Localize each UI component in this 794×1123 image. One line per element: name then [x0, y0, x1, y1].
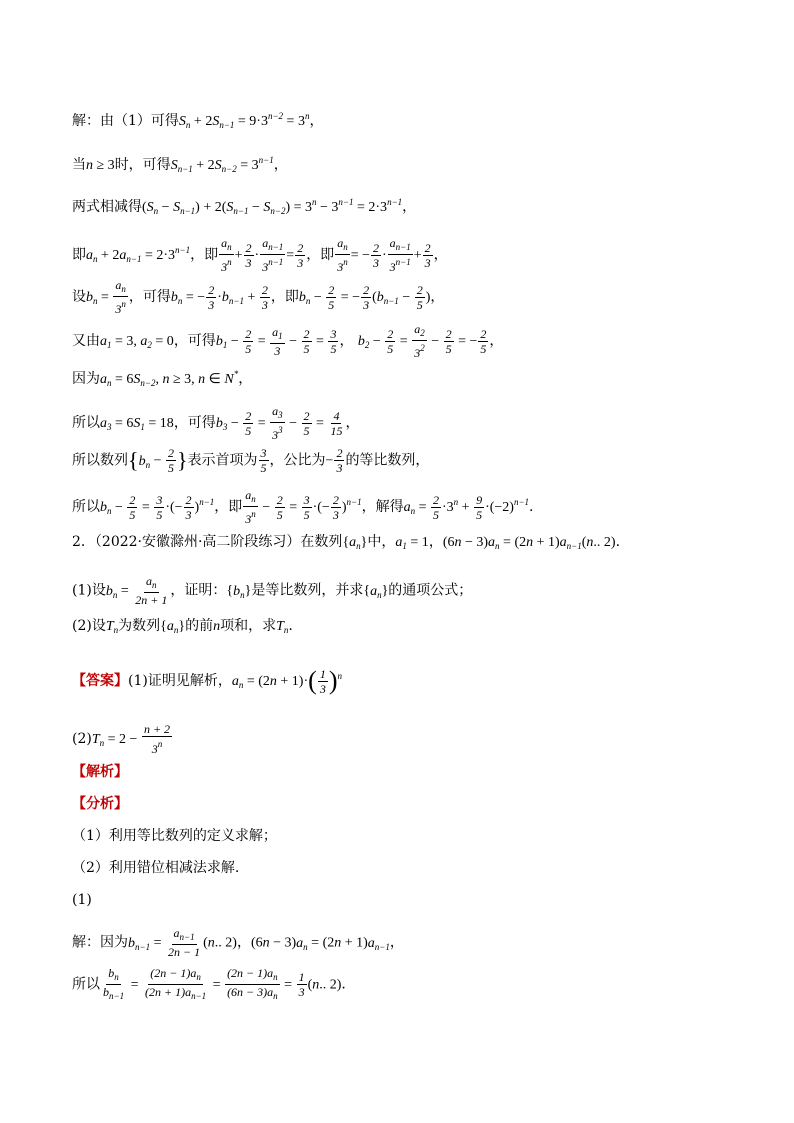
text: (1)设 — [72, 582, 106, 599]
text: ，可得 — [173, 415, 216, 431]
text: 即 — [72, 247, 86, 263]
text: ，即 — [270, 289, 299, 305]
solution-line-7: 因为$a_n = 6S_{n-2}$, n ≥ 3, n ∈ N*， — [72, 369, 253, 388]
solution-2-line-1: 解：因为$b_{n-1}$ = $\frac{a_{n-1}}{2n - 1}$ (n.. 2)，$(6n - 3)a_n = (2n + 1)a_{n-1}$， — [72, 926, 404, 959]
text: (2) — [72, 731, 92, 747]
answer-line-1: 【答案】(1)证明见解析，$a_n = (2n + 1)\cdot$( $\frac{1}{3}$ )$^n$ — [72, 666, 342, 696]
analysis-2 — [72, 858, 239, 878]
text: 两式相减得 — [72, 199, 142, 215]
solution-line-3: 两式相减得$(S_n - S_{n-1}) + 2(S_{n-1} - S_{n-2}) = 3^n - 3^{n-1} = 2\cdot 3^{n-1}$， — [72, 197, 417, 216]
text: 是等比数列，并求 — [251, 582, 364, 599]
text: ，即 — [306, 247, 335, 263]
solution-2-line-2: 所以 $\frac{b_n}{b_{n-1}}$ = $\frac{(2n - 1)a_n}{(2n + 1)a_{n-1}}$ = $\frac{(2n - 1)a_n}{(6n - 3)a_n}$ = $\frac{1}{3}$ (n.. 2). — [72, 966, 346, 1001]
text: ，可得 — [128, 289, 171, 305]
text: 项和，求 — [220, 618, 277, 634]
text: ，可得 — [173, 333, 216, 349]
text: 为数列 — [118, 618, 161, 634]
text: (1) — [72, 892, 92, 908]
text: （1）利用等比数列的定义求解； — [72, 828, 277, 844]
text: 【解析】 — [72, 764, 128, 780]
text: ，即 — [190, 247, 219, 263]
text: 【分析】 — [72, 796, 128, 812]
text: 中， — [367, 534, 396, 550]
text: 所以 — [72, 415, 100, 431]
text: ，即 — [214, 499, 243, 515]
answer-line-2: $(2)T_n = 2$ − $\frac{n + 2}{3^n}$ — [72, 722, 171, 756]
solution-line-10: 所以$b_n$ − $\frac{2}{5}$ = $\frac{3}{5}$ ·(− $\frac{2}{3}$ )$^{n-1}$，即 $\frac{a_n}{3^n}$ − $\frac{2}{5}$ = $\frac{3}{5}$ ·(− $\frac{2}{3}$ )$^{n-1}$，解得$a_n$ = $\frac{2}{5}$ $\cdot 3^n$ + $\frac{9}{5}$ $\cdot(-2)^{n-1}$. — [72, 488, 534, 526]
text: ，公比为 — [269, 452, 326, 469]
analysis-1 — [72, 826, 277, 846]
text: ， — [428, 534, 443, 550]
text: 设 — [72, 289, 86, 305]
solution-line-8: 所以$a_3 = 6S_1 = 18$，可得$b_3$ − $\frac{2}{5}$ = $\frac{a_3}{3^3}$ − $\frac{2}{5}$ = $\frac{4}{15}$ ， — [72, 404, 360, 442]
answer-label: 【答案】 — [72, 673, 128, 689]
question-2-part-1: (1)设$b_n$ = $\frac{a_n}{2n + 1}$ ，证明：$\{b_n\}$是等比数列，并求$\{a_n\}$的通项公式； — [72, 574, 473, 607]
text: 解：因为 — [72, 934, 128, 951]
text: 解：由（1）可得 — [72, 113, 179, 129]
solution-line-4: 即$a_n + 2a_{n-1} = 2\cdot 3^{n-1}$，即 $\frac{a_n}{3^n}$ + $\frac{2}{3}$ · $\frac{a_{n-1}}{3^{n-1}}$ = $\frac{2}{3}$ ，即 $\frac{a_n}{3^n}$ = − $\frac{2}{3}$ · $\frac{a_{n-1}}{3^{n-1}}$ + $\frac{2}{3}$ ， — [72, 236, 448, 274]
text: 的通项公式； — [388, 582, 473, 599]
solution-line-5: 设$b_n$ = $\frac{a_n}{3^n}$ ，可得$b_n$ = − $\frac{2}{3}$ $\cdot b_{n-1}$ + $\frac{2}{3}$ ，即$b_n$ − $\frac{2}{5}$ = − $\frac{2}{3}$ ($b_{n-1}$ − $\frac{2}{5}$ )， — [72, 278, 445, 316]
solution-line-2: 当n ≥ 3时，可得$S_{n-1} + 2S_{n-2} = 3^{n-1}$， — [72, 155, 288, 174]
solution-line-1: 解：由（1）可得$S_n + 2S_{n-1} = 9\cdot 3^{n-2} = 3^n$， — [72, 111, 324, 130]
text: 当 — [72, 157, 86, 173]
text: 时，可得 — [114, 157, 171, 173]
text: ，证明： — [170, 582, 227, 599]
text: （2）利用错位相减法求解. — [72, 860, 240, 876]
text: 因为 — [72, 371, 100, 387]
text: 所以 — [72, 499, 100, 515]
solution-line-9: 所以数列{$b_n$ − $\frac{2}{5}$ }表示首项为 $\frac{3}{5}$ ，公比为− $\frac{2}{3}$ 的等比数列， — [72, 446, 430, 475]
text: 的等比数列， — [345, 452, 430, 469]
text: 所以数列 — [72, 452, 128, 469]
text: (2)设 — [72, 618, 106, 634]
part-1-label — [72, 890, 92, 910]
question-2-part-2: (2)设$T_n$为数列$\{a_n\}$的前n项和，求$T_n$. — [72, 618, 293, 635]
fenxi-heading — [72, 794, 128, 814]
text: 又由 — [72, 333, 100, 349]
text: 所以 — [72, 976, 100, 993]
text: ，解得 — [361, 499, 404, 515]
question-2: 2．（2022·安徽滁州·高二阶段练习）在数列$\{a_n\}$中，$a_1 = 1$，$(6n - 3)a_n = (2n + 1)a_{n-1}(n$.. 2). — [72, 534, 621, 551]
text: 2．（2022·安徽滁州·高二阶段练习）在数列 — [72, 534, 343, 550]
jiexi-heading — [72, 762, 128, 782]
text: 表示首项为 — [187, 452, 258, 469]
solution-line-6: 又由$a_1 = 3$, $a_2 = 0$，可得$b_1$ − $\frac{2}{5}$ = $\frac{a_1}{3}$ − $\frac{2}{5}$ = $\frac{3}{5}$ ， $b_2$ − $\frac{2}{5}$ = $\frac{a_2}{3^2}$ − $\frac{2}{5}$ = − $\frac{2}{5}$ ， — [72, 322, 504, 360]
text: 的前 — [185, 618, 214, 634]
text: (1)证明见解析， — [128, 673, 232, 689]
